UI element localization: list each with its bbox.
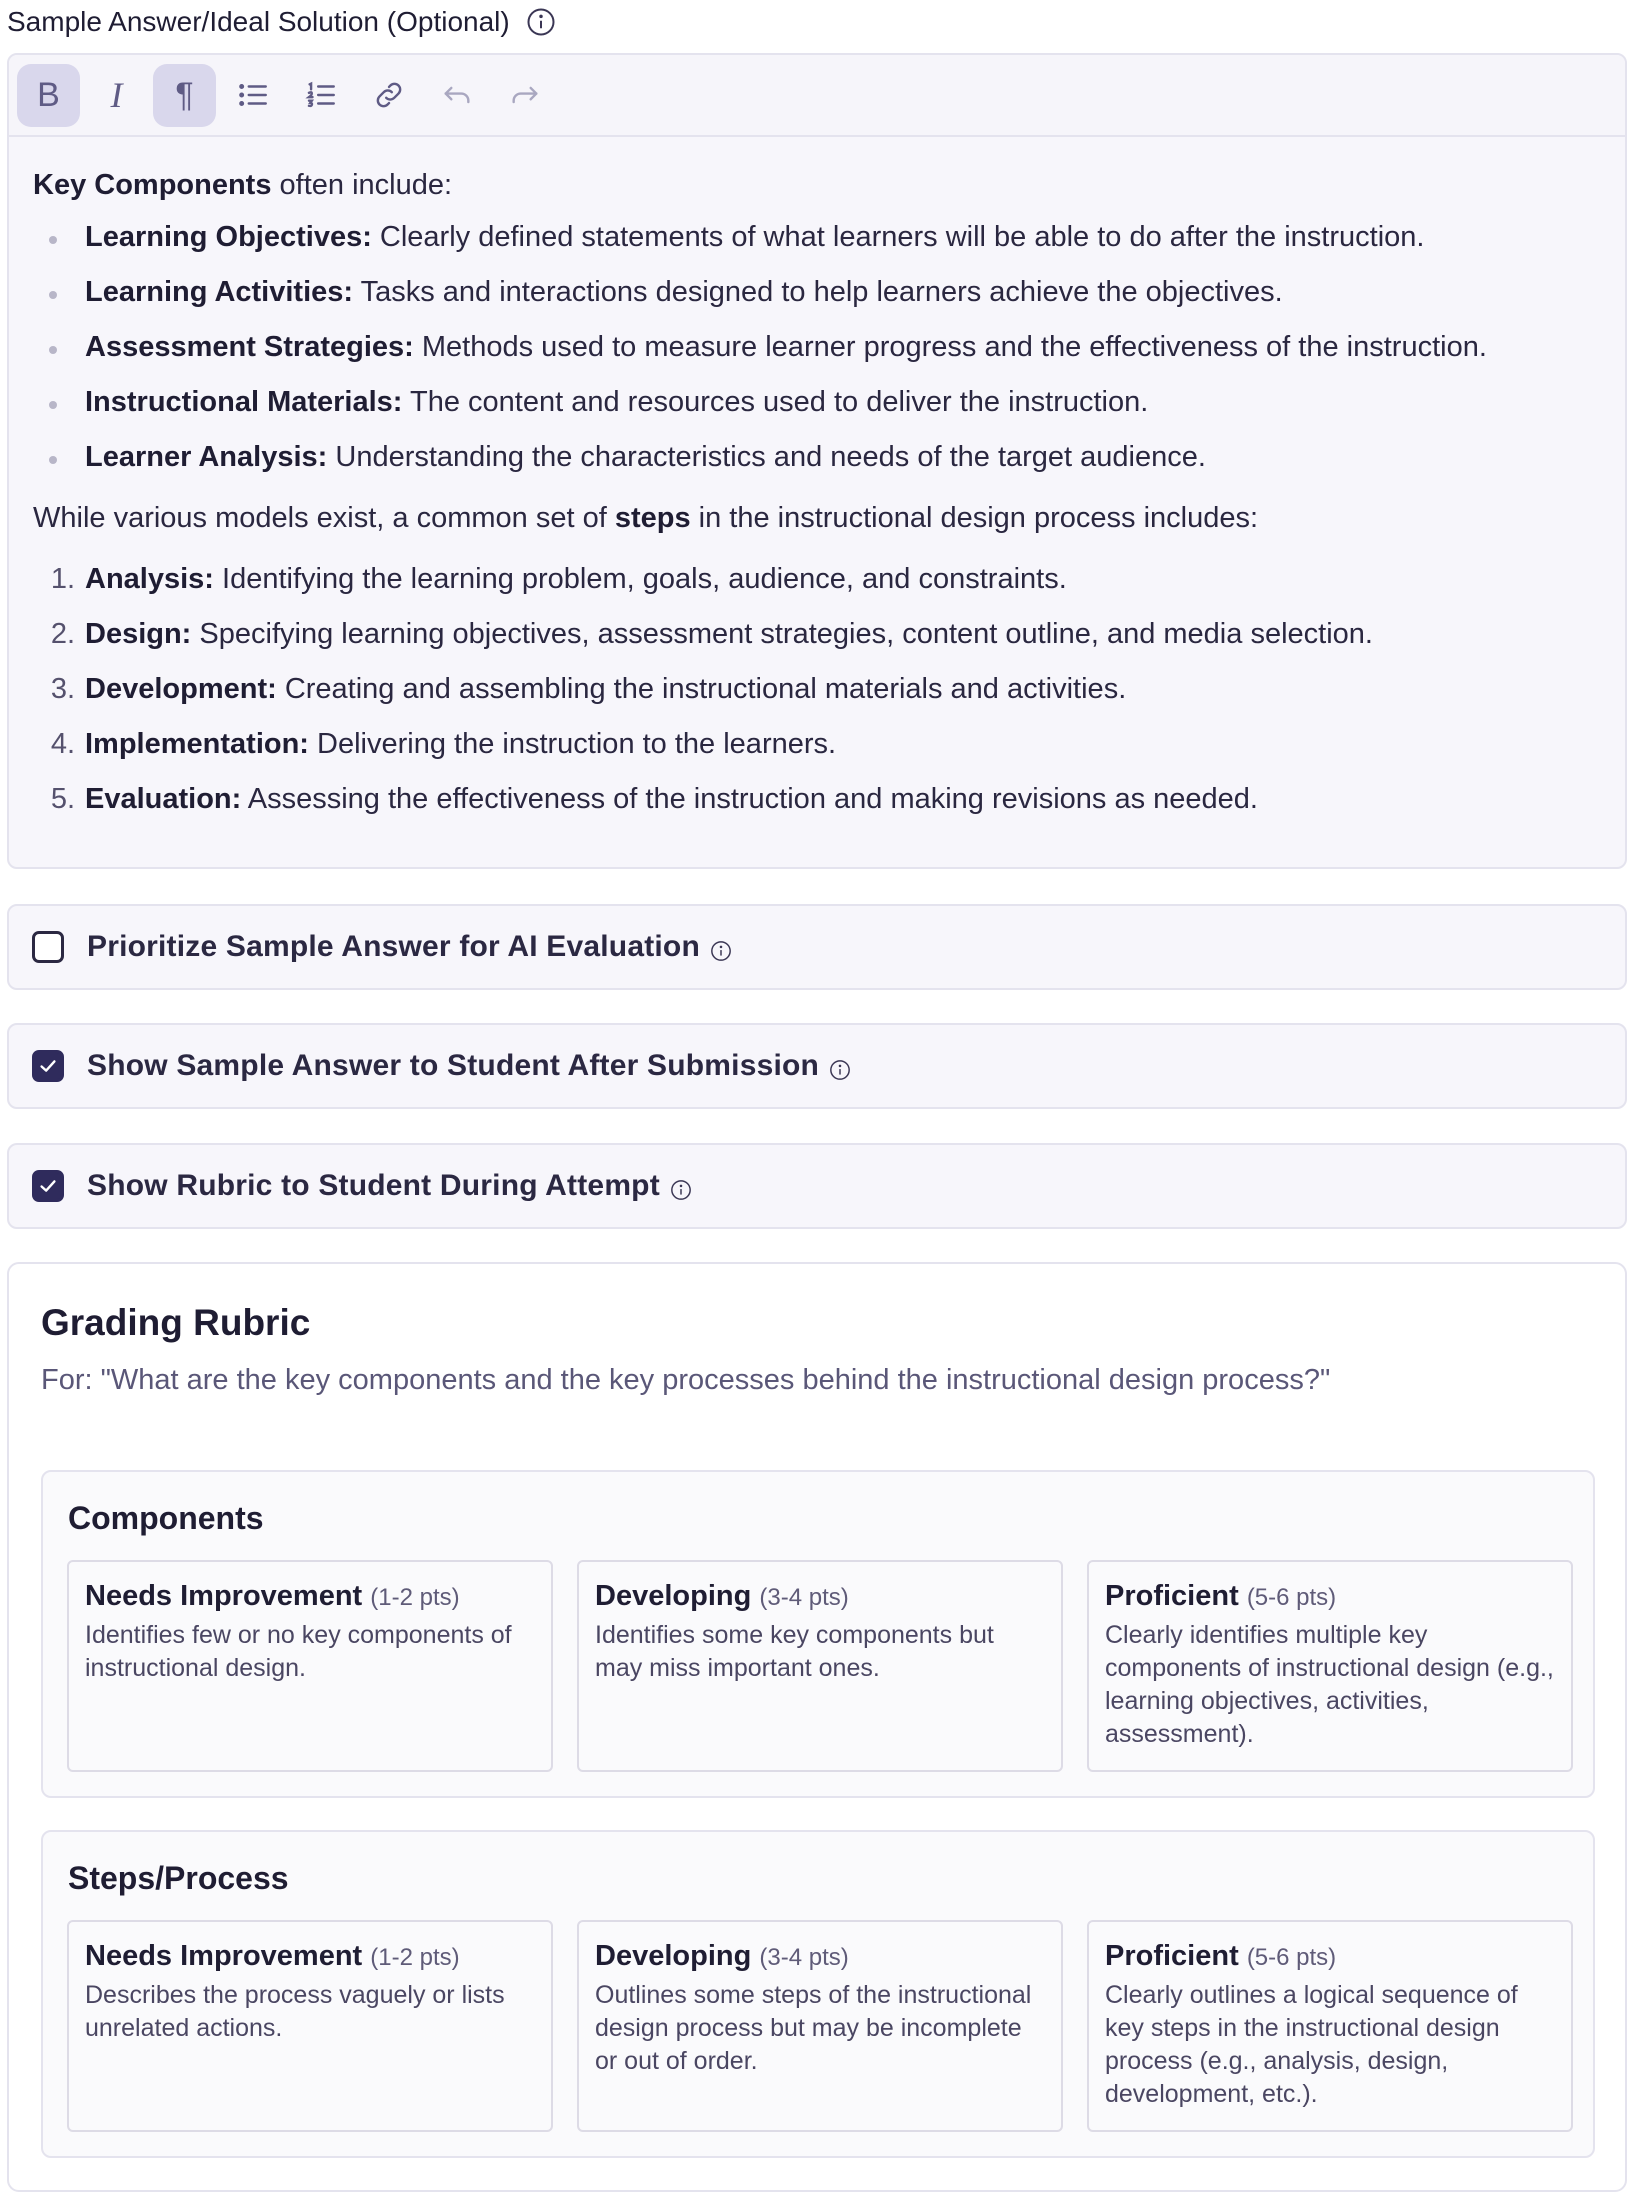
- step-desc: Identifying the learning problem, goals, audience, and constraints.: [213, 563, 1067, 595]
- components-list: [33, 217, 1625, 492]
- step-number: 5.: [50, 783, 75, 815]
- component-desc: Methods used to measure learner progress and the effectiveness of the instruction.: [413, 331, 1487, 363]
- bold-icon: B: [37, 75, 60, 114]
- step-term: Evaluation:: [85, 783, 242, 815]
- level-heading: [595, 1940, 1045, 1973]
- check-icon: [37, 1175, 59, 1197]
- info-icon[interactable]: [710, 940, 732, 962]
- step-number: 3.: [50, 673, 75, 705]
- component-desc: The content and resources used to deliver the instruction.: [402, 386, 1149, 418]
- component-term: Assessment Strategies:: [85, 331, 414, 363]
- step-term: Analysis:: [85, 563, 214, 595]
- list-item: [33, 614, 1625, 669]
- option-prioritize-sample-answer[interactable]: [7, 904, 1627, 990]
- option-label: Prioritize Sample Answer for AI Evaluation: [87, 930, 700, 963]
- option-show-rubric[interactable]: [7, 1143, 1627, 1229]
- level-description: Identifies few or no key components of instructional design.: [85, 1621, 512, 1682]
- steps-intro-bold: steps: [614, 502, 691, 534]
- steps-intro-text: While various models exist, a common set of: [33, 502, 615, 534]
- list-item: [33, 669, 1625, 724]
- step-desc: Creating and assembling the instructional materials and activities.: [276, 673, 1127, 705]
- level-heading: [85, 1580, 535, 1613]
- level-proficient: [1087, 1920, 1573, 2132]
- paragraph-button[interactable]: [153, 64, 216, 127]
- bold-button[interactable]: [17, 64, 80, 127]
- editor-toolbar: [9, 55, 1625, 137]
- level-heading: [1105, 1580, 1555, 1613]
- italic-icon: I: [110, 75, 123, 115]
- rubric-title: Grading Rubric: [41, 1302, 311, 1343]
- redo-button[interactable]: [493, 64, 556, 127]
- criterion-title: Steps/Process: [68, 1860, 289, 1896]
- component-term: Learner Analysis:: [85, 441, 328, 473]
- list-item: [33, 272, 1625, 327]
- show-rubric-checkbox[interactable]: [32, 1170, 64, 1202]
- list-item: [33, 382, 1625, 437]
- level-points: (5-6 pts): [1246, 1584, 1337, 1611]
- component-desc: Tasks and interactions designed to help learners achieve the objectives.: [353, 276, 1283, 308]
- level-developing: [577, 1560, 1063, 1772]
- info-icon[interactable]: [670, 1179, 692, 1201]
- list-item: [33, 779, 1625, 834]
- option-label: Show Rubric to Student During Attempt: [87, 1169, 660, 1202]
- level-points: (5-6 pts): [1246, 1944, 1337, 1971]
- link-icon: [372, 78, 406, 112]
- component-term: Instructional Materials:: [85, 386, 403, 418]
- level-description: Identifies some key components but may miss important ones.: [595, 1621, 994, 1682]
- level-name: Developing: [595, 1940, 752, 1972]
- level-developing: [577, 1920, 1063, 2132]
- editor-content[interactable]: [9, 137, 1625, 834]
- step-desc: Assessing the effectiveness of the instruction and making revisions as needed.: [241, 783, 1258, 815]
- level-needs-improvement: [67, 1920, 553, 2132]
- component-desc: Clearly defined statements of what learners will be able to do after the instruction.: [371, 221, 1425, 253]
- redo-icon: [508, 78, 542, 112]
- list-item: [33, 724, 1625, 779]
- component-term: Learning Objectives:: [85, 221, 372, 253]
- step-term: Implementation:: [85, 728, 309, 760]
- option-label: Show Sample Answer to Student After Submission: [87, 1049, 820, 1082]
- rich-text-editor[interactable]: [7, 53, 1627, 869]
- level-heading: [595, 1580, 1045, 1613]
- steps-intro-text-end: in the instructional design process includes:: [690, 502, 1259, 534]
- bullet-list-icon: [236, 78, 270, 112]
- level-points: (3-4 pts): [759, 1944, 849, 1971]
- info-icon[interactable]: [829, 1059, 851, 1081]
- undo-icon: [440, 78, 474, 112]
- step-number: 1.: [50, 563, 75, 595]
- level-points: (3-4 pts): [759, 1584, 849, 1611]
- criterion-steps-process: [41, 1830, 1595, 2158]
- components-intro-text: often include:: [271, 169, 453, 201]
- list-item: [33, 217, 1625, 272]
- criterion-components: [41, 1470, 1595, 1798]
- component-desc: Understanding the characteristics and needs of the target audience.: [327, 441, 1206, 473]
- italic-button[interactable]: [85, 64, 148, 127]
- level-name: Developing: [595, 1580, 752, 1612]
- level-name: Needs Improvement: [85, 1580, 363, 1612]
- level-name: Needs Improvement: [85, 1940, 363, 1972]
- list-item: [33, 559, 1625, 614]
- link-button[interactable]: [357, 64, 420, 127]
- level-heading: [85, 1940, 535, 1973]
- list-item: [33, 327, 1625, 382]
- level-description: Clearly outlines a logical sequence of key steps in the instructional design process (e.g., analysis, design, development, etc.).: [1105, 1981, 1518, 2108]
- field-label: [7, 4, 556, 40]
- components-intro-bold: Key Components: [33, 169, 272, 201]
- level-name: Proficient: [1105, 1580, 1239, 1612]
- level-points: (1-2 pts): [370, 1944, 460, 1971]
- components-intro: [33, 165, 1625, 205]
- step-term: Development:: [85, 673, 277, 705]
- prioritize-sample-answer-checkbox[interactable]: [32, 931, 64, 963]
- level-proficient: [1087, 1560, 1573, 1772]
- grading-rubric: [7, 1262, 1627, 2192]
- bullet-list-button[interactable]: [221, 64, 284, 127]
- info-icon[interactable]: [526, 7, 556, 37]
- steps-list: [33, 559, 1625, 834]
- undo-button[interactable]: [425, 64, 488, 127]
- level-needs-improvement: [67, 1560, 553, 1772]
- paragraph-icon: ¶: [175, 75, 194, 114]
- check-icon: [37, 1055, 59, 1077]
- step-term: Design:: [85, 618, 192, 650]
- level-points: (1-2 pts): [370, 1584, 460, 1611]
- level-name: Proficient: [1105, 1940, 1239, 1972]
- level-description: Clearly identifies multiple key components of instructional design (e.g., learning objectives, activities, assessment).: [1105, 1621, 1554, 1748]
- steps-intro: [33, 498, 1625, 553]
- level-description: Describes the process vaguely or lists unrelated actions.: [85, 1981, 505, 2042]
- numbered-list-icon: [304, 78, 338, 112]
- level-heading: [1105, 1940, 1555, 1973]
- numbered-list-button[interactable]: [289, 64, 352, 127]
- step-desc: Delivering the instruction to the learners.: [308, 728, 837, 760]
- step-number: 2.: [50, 618, 75, 650]
- criterion-title: Components: [68, 1500, 264, 1536]
- component-term: Learning Activities:: [85, 276, 354, 308]
- step-number: 4.: [50, 728, 75, 760]
- rubric-subtitle: For: "What are the key components and the key processes behind the instructional design process?": [41, 1364, 1331, 1396]
- field-label-text: Sample Answer/Ideal Solution (Optional): [7, 6, 510, 37]
- list-item: [33, 437, 1625, 492]
- level-description: Outlines some steps of the instructional design process but may be incomplete or out of order.: [595, 1981, 1032, 2075]
- step-desc: Specifying learning objectives, assessment strategies, content outline, and media selection.: [191, 618, 1373, 650]
- show-sample-answer-checkbox[interactable]: [32, 1050, 64, 1082]
- option-show-sample-answer[interactable]: [7, 1023, 1627, 1109]
